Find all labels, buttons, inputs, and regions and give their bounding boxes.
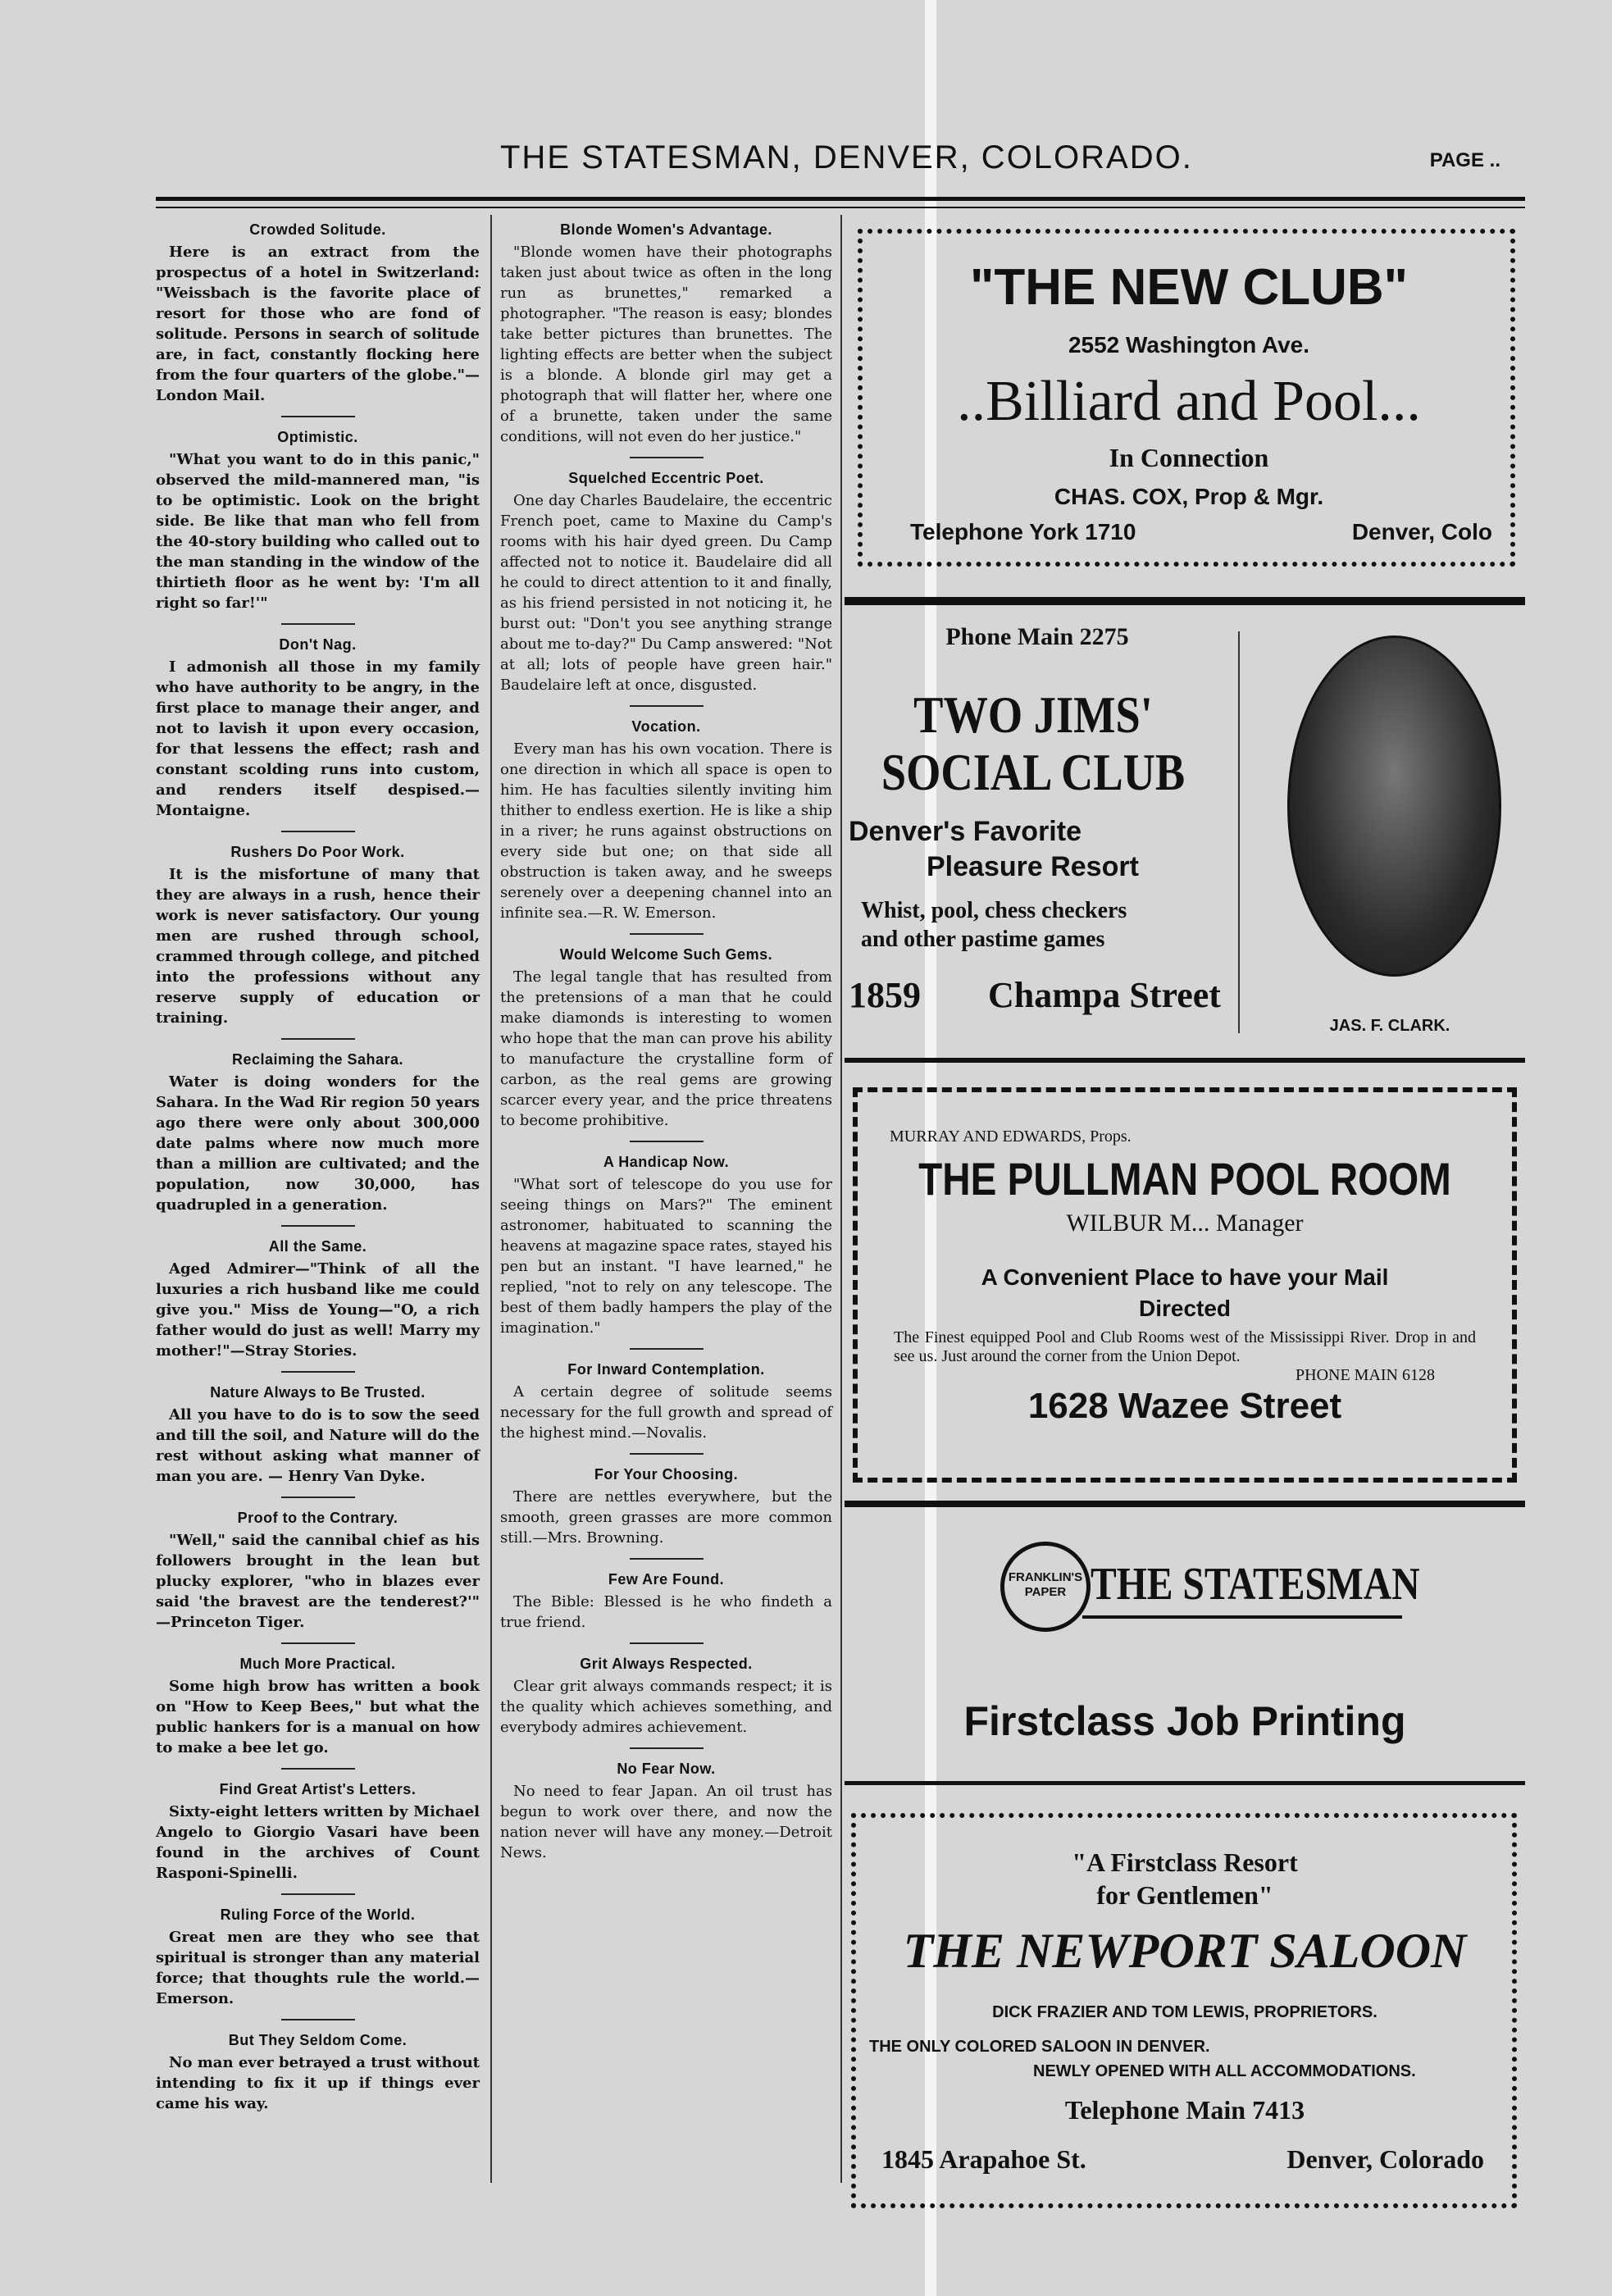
separator bbox=[281, 1038, 355, 1040]
article-title: Proof to the Contrary. bbox=[237, 1510, 398, 1526]
article bbox=[156, 1781, 480, 1895]
ad-description: The Finest equipped Pool and Club Rooms west of the Mississippi River. Drop in and see us. Just around the corner from the Union Depot. bbox=[894, 1328, 1476, 1365]
logo-underline bbox=[1082, 1615, 1402, 1619]
ad-name-line1: TWO JIMS' bbox=[913, 686, 1153, 744]
column-divider bbox=[840, 215, 842, 2183]
article-body: "Blonde women have their photographs taken just about twice as often in the long run as brunettes," remarked a photographer. "The reason is easy; blondes take better pictures than brunettes. The lighting effects are better when the subject is a blonde. A blonde girl may get a photograph that will flatter her, where one of a brunette, taken under the same conditions, will not even do her justice." bbox=[500, 244, 832, 445]
article bbox=[500, 1361, 832, 1455]
ad-address: 2552 Washington Ave. bbox=[1068, 332, 1310, 358]
separator bbox=[281, 1768, 355, 1770]
column-1 bbox=[156, 215, 480, 2125]
article-title: No Fear Now. bbox=[617, 1761, 716, 1777]
article-body: Some high brow has written a book on "How to Keep Bees," but what the public hankers for is a manual on how to make a bee let go. bbox=[156, 1678, 480, 1756]
article-body: The Bible: Blessed is he who findeth a true friend. bbox=[500, 1593, 832, 1631]
article-title: Ruling Force of the World. bbox=[220, 1906, 416, 1923]
separator bbox=[281, 416, 355, 417]
ad-pullman bbox=[845, 1082, 1525, 1476]
article-body: It is the misfortune of many that they are always in a rush, hence their work is never satisfactory. Our young men are rushed through school, crammed through college, and pitched into the professions without any reserve supply of education or training. bbox=[156, 866, 480, 1027]
article-title: Find Great Artist's Letters. bbox=[219, 1781, 417, 1797]
portrait-photo bbox=[1287, 636, 1501, 977]
ad-tagline1: Denver's Favorite bbox=[849, 816, 1081, 847]
article-body: Aged Admirer—"Think of all the luxuries a rich husband like me could give you." Miss de Young—"O, a rich father would do just as well! Marry my mother!"—Stray Stories. bbox=[156, 1260, 480, 1360]
article bbox=[500, 718, 832, 935]
article bbox=[500, 221, 832, 458]
ad-club-name: "THE NEW CLUB" bbox=[969, 259, 1409, 316]
franklins-paper-seal bbox=[1000, 1542, 1091, 1632]
article bbox=[156, 221, 480, 417]
article-body: No need to fear Japan. An oil trust has begun to work over there, and now the nation never will have any money.—Detroit News. bbox=[500, 1783, 832, 1861]
page-number: PAGE .. bbox=[1429, 149, 1500, 171]
article bbox=[156, 636, 480, 832]
ad-newport bbox=[845, 1808, 1525, 2210]
article-title: Blonde Women's Advantage. bbox=[560, 221, 772, 238]
article-title: Few Are Found. bbox=[608, 1571, 725, 1588]
ad-street-name: Champa Street bbox=[988, 975, 1221, 1015]
ad-two-jims bbox=[845, 623, 1525, 1050]
separator bbox=[281, 1893, 355, 1895]
article bbox=[500, 1761, 832, 1863]
ad-divider bbox=[845, 597, 1525, 605]
ad-inner-divider bbox=[1238, 631, 1240, 1033]
article-title: For Inward Contemplation. bbox=[567, 1361, 765, 1378]
ad-manager: WILBUR M... Manager bbox=[1066, 1210, 1304, 1237]
ad-telephone: Telephone York 1710 bbox=[910, 519, 1136, 544]
ad-statesman bbox=[845, 1525, 1525, 1771]
separator bbox=[630, 1348, 704, 1350]
article-body: No man ever betrayed a trust without intending to fix it up if things ever came his way. bbox=[156, 2054, 480, 2112]
photo-caption: JAS. F. CLARK. bbox=[1329, 1017, 1450, 1035]
article-body: Great men are they who see that spiritual is stronger than any material force; that thoughts rule the world.—Emerson. bbox=[156, 1929, 480, 2007]
ad-proprietors: DICK FRAZIER AND TOM LEWIS, PROPRIETORS. bbox=[992, 2003, 1377, 2021]
article-body: There are nettles everywhere, but the smooth, green grasses are more common still.—Mrs. Browning. bbox=[500, 1488, 832, 1547]
article-body: Water is doing wonders for the Sahara. In the Wad Rir region 50 years ago there were only about 300,000 date palms where now much more than a million are cultivated; and the population, now 30,000, has quadrupled in a generation. bbox=[156, 1073, 480, 1214]
ad-phone: Phone Main 2275 bbox=[945, 623, 1129, 650]
article-body: "Well," said the cannibal chief as his followers brought in the lean but plucky explorer, "who in blazes ever said 'the bravest are the tenderest?'" —Princeton Tiger. bbox=[156, 1532, 480, 1631]
article bbox=[156, 844, 480, 1040]
article bbox=[500, 946, 832, 1142]
article-title: But They Seldom Come. bbox=[228, 2032, 408, 2048]
separator bbox=[630, 1141, 704, 1142]
article-title: Vocation. bbox=[631, 718, 701, 735]
article-body: Every man has his own vocation. There is one direction in which all space is open to him. He has faculties silently inviting him thither to endless exertion. He is like a ship in a river; he runs against obstructions on every side but one; on that side all obstruction is taken away, and he sweeps serenely over a deepening channel into an infinite sea.—R. W. Emerson. bbox=[500, 740, 832, 922]
ad-address: 1845 Arapahoe St. bbox=[881, 2144, 1086, 2174]
article-body: "What sort of telescope do you use for seeing things on Mars?" The eminent astronomer, habituated to scanning the heavens at magazine space rates, stayed his pen but an instant. "I have learned," he replied, "not to rely on any telescope. The best of them badly hampers the play of the imagination." bbox=[500, 1176, 832, 1337]
separator bbox=[281, 1371, 355, 1373]
ad-quote-line1: "A Firstclass Resort bbox=[1072, 1847, 1298, 1877]
article-title: Crowded Solitude. bbox=[249, 221, 386, 238]
ad-street-number: 1859 bbox=[849, 975, 921, 1015]
ad-connection: In Connection bbox=[1109, 443, 1269, 472]
ad-name-line2: SOCIAL CLUB bbox=[881, 743, 1186, 801]
separator bbox=[630, 1747, 704, 1749]
article-title: Don't Nag. bbox=[279, 636, 357, 653]
article-title: Reclaiming the Sahara. bbox=[231, 1051, 404, 1068]
header-rule bbox=[156, 197, 1525, 201]
article-title: Optimistic. bbox=[277, 429, 358, 445]
article-title: A Handicap Now. bbox=[603, 1154, 730, 1170]
article-title: Rushers Do Poor Work. bbox=[230, 844, 405, 860]
article-title: Squelched Eccentric Poet. bbox=[568, 470, 764, 486]
ad-city: Denver, Colorado bbox=[1286, 2144, 1484, 2174]
ad-tagline: Firstclass Job Printing bbox=[963, 1698, 1406, 1744]
article bbox=[500, 1571, 832, 1644]
separator bbox=[281, 623, 355, 625]
separator bbox=[281, 831, 355, 832]
header-rule-thin bbox=[156, 207, 1525, 208]
separator bbox=[281, 1225, 355, 1227]
article-body: All you have to do is to sow the seed and till the soil, and Nature will do the rest without asking what manner of man you are. — Henry Van Dyke. bbox=[156, 1406, 480, 1485]
article-body: Clear grit always commands respect; it is the quality which achieves something, and everybody admires achievement. bbox=[500, 1678, 832, 1736]
separator bbox=[630, 457, 704, 458]
article bbox=[156, 1510, 480, 1644]
column-2 bbox=[500, 215, 832, 1875]
article bbox=[156, 2032, 480, 2114]
ad-games2: and other pastime games bbox=[861, 927, 1105, 952]
article bbox=[156, 1656, 480, 1770]
article bbox=[156, 1384, 480, 1498]
column-divider bbox=[490, 215, 492, 2183]
seal-text: FRANKLIN'S PAPER bbox=[1008, 1570, 1083, 1599]
statesman-logo-text: THE STATESMAN bbox=[1091, 1559, 1420, 1610]
separator bbox=[630, 1558, 704, 1560]
article-title: Grit Always Respected. bbox=[580, 1656, 753, 1672]
article bbox=[156, 1906, 480, 2020]
ad-divider bbox=[845, 1058, 1525, 1063]
ad-headline: ..Billiard and Pool... bbox=[957, 370, 1421, 433]
article-body: A certain degree of solitude seems necessary for the full growth and spread of the highest mind.—Novalis. bbox=[500, 1383, 832, 1442]
ad-mail-line1: A Convenient Place to have your Mail bbox=[981, 1264, 1389, 1290]
article-title: All the Same. bbox=[268, 1238, 367, 1255]
article bbox=[156, 429, 480, 625]
ad-divider bbox=[845, 1501, 1525, 1507]
ad-only-line2: NEWLY OPENED WITH ALL ACCOMMODATIONS. bbox=[1033, 2062, 1416, 2080]
article-body: "What you want to do in this panic," observed the mild-mannered man, "is to be optimistic. Look on the bright side. Be like that man who fell from the 40-story building who called out to the man standing in the window of the thirtieth floor as he went by: 'I'm all right so far!'" bbox=[156, 451, 480, 612]
article-body: One day Charles Baudelaire, the eccentric French poet, came to Maxine du Camp's rooms with his hair dyed green. Du Camp affected not to notice it. Baudelaire did all he could to direct attention to it and finally, as his friend persisted in not noticing it, he burst out: "Don't you see anything strange about me to-day?" Du Camp answered: "Not at all; lots of people have green hair." Baudelaire left at once, disgusted. bbox=[500, 492, 832, 694]
article bbox=[156, 1238, 480, 1373]
ad-mail-line2: Directed bbox=[1138, 1296, 1232, 1321]
article bbox=[500, 1466, 832, 1560]
ad-city: Denver, Colo bbox=[1351, 519, 1492, 544]
ad-games1: Whist, pool, chess checkers bbox=[861, 898, 1127, 923]
ad-pullman-name: THE PULLMAN POOL ROOM bbox=[918, 1153, 1451, 1205]
ad-only-line1: THE ONLY COLORED SALOON IN DENVER. bbox=[869, 2038, 1210, 2056]
ad-telephone: Telephone Main 7413 bbox=[1064, 2095, 1305, 2125]
page-title: THE STATESMAN, DENVER, COLORADO. bbox=[500, 139, 1193, 175]
ad-quote-line2: for Gentlemen" bbox=[1096, 1880, 1273, 1910]
article-title: Nature Always to Be Trusted. bbox=[210, 1384, 426, 1401]
ad-phone: PHONE MAIN 6128 bbox=[1296, 1366, 1435, 1384]
article-title: Much More Practical. bbox=[239, 1656, 396, 1672]
article-title: Would Welcome Such Gems. bbox=[559, 946, 773, 963]
separator bbox=[281, 1642, 355, 1644]
article-body: The legal tangle that has resulted from the pretensions of a man that he could make diamonds is interesting to women who hope that the man can prove his ability to manufacture the crystalline form of carbon, as the real gems are growing scarcer every year, and the price threatens to become prohibitive. bbox=[500, 968, 832, 1129]
article bbox=[156, 1051, 480, 1227]
article bbox=[500, 1154, 832, 1350]
ad-tagline2: Pleasure Resort bbox=[927, 851, 1139, 882]
article bbox=[500, 1656, 832, 1749]
ad-saloon-name: THE NEWPORT SALOON bbox=[903, 1924, 1467, 1978]
separator bbox=[281, 2019, 355, 2020]
page-header bbox=[156, 139, 1525, 189]
article-body: Here is an extract from the prospectus of a hotel in Switzerland: "Weissbach is the favorite place of resort for those who are fond of solitude. Persons in search of solitude are, in fact, constantly flocking here from the four quarters of the globe."—London Mail. bbox=[156, 244, 480, 404]
separator bbox=[281, 1496, 355, 1498]
ad-props: MURRAY AND EDWARDS, Props. bbox=[890, 1128, 1132, 1146]
separator bbox=[630, 1642, 704, 1644]
separator bbox=[630, 933, 704, 935]
separator bbox=[630, 705, 704, 707]
ad-divider bbox=[845, 1781, 1525, 1785]
article-title: For Your Choosing. bbox=[594, 1466, 739, 1483]
article bbox=[500, 470, 832, 707]
article-body: I admonish all those in my family who have authority to be angry, in the first place to manage their anger, and not to lavish it upon every occasion, for that lessens the effect; rash and constant scolding runs into custom, and renders itself despised.—Montaigne. bbox=[156, 658, 480, 819]
separator bbox=[630, 1453, 704, 1455]
article-body: Sixty-eight letters written by Michael Angelo to Giorgio Vasari have been found in the archives of Count Rasponi-Spinelli. bbox=[156, 1803, 480, 1882]
ad-proprietor: CHAS. COX, Prop & Mgr. bbox=[1054, 484, 1324, 509]
ad-address: 1628 Wazee Street bbox=[1027, 1386, 1342, 1426]
ad-new-club bbox=[853, 226, 1525, 582]
